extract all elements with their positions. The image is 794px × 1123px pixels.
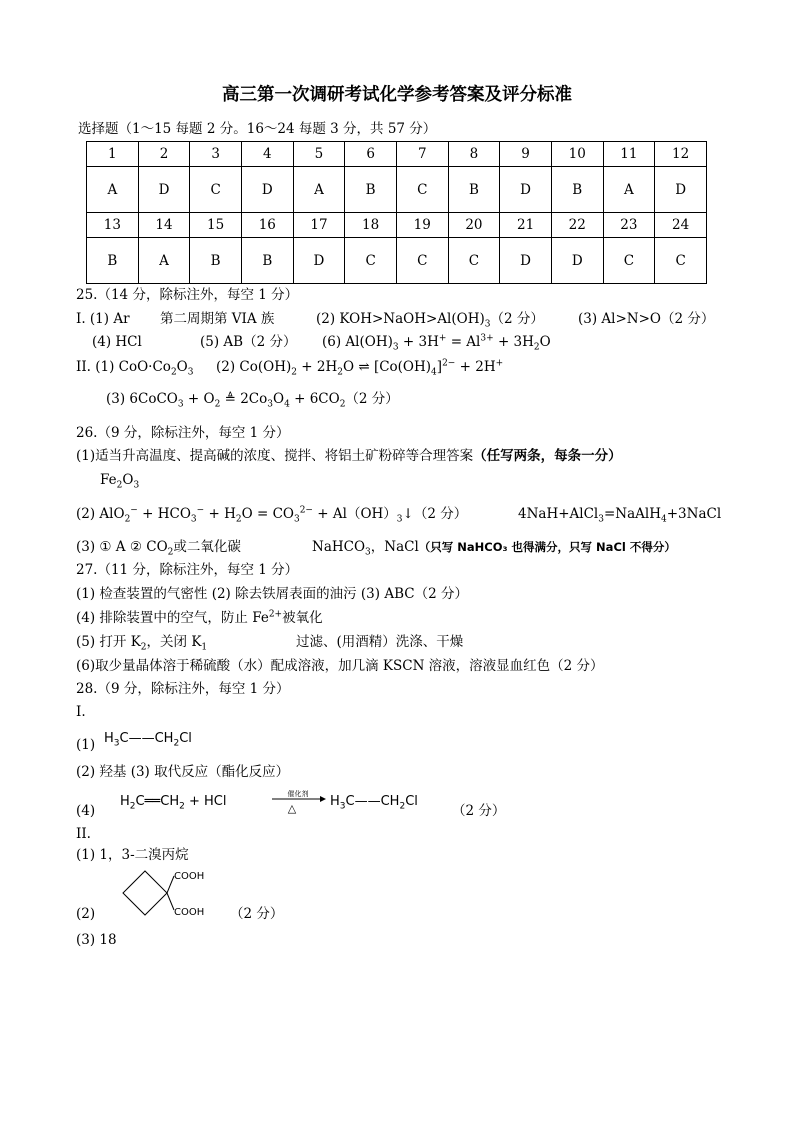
- answer-cell: D: [500, 167, 552, 213]
- question-number-cell: 2: [138, 142, 190, 167]
- q27-4: (6)取少量晶体溶于稀硫酸（水）配成溶液，加几滴 KSCN 溶液，溶液显血红色（2 分）: [76, 658, 604, 674]
- question-number-cell: 8: [448, 142, 500, 167]
- answer-table: [86, 141, 707, 284]
- answer-cell: C: [655, 238, 707, 284]
- answer-cell: B: [190, 238, 242, 284]
- answer-cell: A: [87, 167, 139, 213]
- q25-I-2: (2) $KOH>NaOH>Al(OH)_3(2$ 分）: [316, 311, 544, 330]
- q28-4-score: （2 分）: [452, 803, 506, 819]
- reaction-arrow: [270, 788, 326, 814]
- question-number-cell: 20: [448, 213, 500, 238]
- answer-cell: D: [293, 238, 345, 284]
- answer-cell: C: [190, 167, 242, 213]
- q28-1: (1): [76, 737, 96, 753]
- question-number-cell: 11: [603, 142, 655, 167]
- answer-cell: D: [500, 238, 552, 284]
- answer-cell: B: [87, 238, 139, 284]
- answer-cell: D: [241, 167, 293, 213]
- question-number-cell: 18: [345, 213, 397, 238]
- question-number-cell: 16: [241, 213, 293, 238]
- q27-3b: 过滤、(用酒精）洗涤、干燥: [296, 634, 464, 650]
- answer-cell: A: [293, 167, 345, 213]
- q25-II-3: (3) 6CoCO$_3$ + $O_2$ ≜ $2Co_3O_4 + 6CO_2(2$ 分）: [106, 391, 399, 410]
- question-number-cell: 10: [551, 142, 603, 167]
- q26-header: 26.（9 分，除标注外，每空 1 分）: [76, 425, 290, 441]
- q28-II-2: (2): [76, 906, 96, 922]
- answer-cell: B: [345, 167, 397, 213]
- q26-2b: 4NaH+AlCl$_3$=NaAlH$_4$+3NaCl: [518, 506, 722, 525]
- q25-I-1b: 第二周期第 VIA 族: [160, 311, 275, 327]
- question-number-cell: 14: [138, 213, 190, 238]
- question-number-cell: 5: [293, 142, 345, 167]
- q25-II-2: (2) $Co(OH)_2 + 2H_2O$ ⇌ $[Co(OH)_4]^{2-} + 2H^+$: [216, 358, 504, 378]
- q26-2: (2) $AlO_2^- + HCO_3^- + H_2O = CO_3^{2-}$ + $Al(OH)_3↓(2$ 分）: [76, 505, 468, 525]
- question-number-cell: 9: [500, 142, 552, 167]
- question-number-cell: 22: [551, 213, 603, 238]
- q28-2-3: (2) 羟基 (3) 取代反应（酯化反应）: [76, 764, 290, 780]
- q28-4: (4): [76, 803, 96, 819]
- question-number-cell: 23: [603, 213, 655, 238]
- question-number-cell: 21: [500, 213, 552, 238]
- question-number-cell: 17: [293, 213, 345, 238]
- q28-II-1: (1) 1，3-二溴丙烷: [76, 847, 189, 863]
- answer-cell: C: [396, 167, 448, 213]
- answer-cell: A: [138, 238, 190, 284]
- q25-I-1: I. (1) Ar: [76, 311, 130, 327]
- answer-cell: C: [396, 238, 448, 284]
- q27-header: 27.（11 分，除标注外，每空 1 分）: [76, 562, 299, 578]
- question-number-cell: 7: [396, 142, 448, 167]
- answer-cell: C: [448, 238, 500, 284]
- question-number-cell: 13: [87, 213, 139, 238]
- q25-header: 25.（14 分，除标注外，每空 1 分）: [76, 287, 299, 303]
- question-number-cell: 12: [655, 142, 707, 167]
- q27-3: (5) 打开 $K_2$，关闭 $K_1$: [76, 634, 208, 653]
- answer-cell: D: [655, 167, 707, 213]
- answer-cell: A: [603, 167, 655, 213]
- q28-header: 28.（9 分，除标注外，每空 1 分）: [76, 681, 290, 697]
- reaction-catalyst-label: 催化剂: [287, 790, 309, 798]
- chloroethane-formula: $H_3C——CH_2Cl$: [104, 731, 192, 749]
- question-number-cell: 24: [655, 213, 707, 238]
- question-number-cell: 4: [241, 142, 293, 167]
- q28-I: I.: [76, 704, 86, 720]
- question-number-cell: 3: [190, 142, 242, 167]
- cooh-group-bottom: COOH: [174, 907, 205, 918]
- q27-2: (4) 排除装置中的空气，防止 $Fe^{2+}$被氧化: [76, 609, 323, 626]
- choice-header: 选择题（1～15 每题 2 分。16～24 每题 3 分，共 57 分）: [78, 121, 437, 137]
- answer-cell: B: [551, 167, 603, 213]
- cyclobutane-dicarboxylic-acid-structure: [118, 866, 222, 920]
- question-number-cell: 6: [345, 142, 397, 167]
- answer-cell: C: [345, 238, 397, 284]
- reaction-heat-label: △: [287, 802, 297, 814]
- question-number-cell: 1: [87, 142, 139, 167]
- cooh-group-top: COOH: [174, 871, 205, 882]
- answer-cell: D: [138, 167, 190, 213]
- reaction-product: $H_3C——CH_2Cl$: [330, 794, 418, 812]
- reaction-reactants: $H_2C══CH_2$ + HCl: [120, 794, 227, 812]
- q28-II: II.: [76, 826, 91, 842]
- q26-fe2o3: $Fe_2O_3$: [100, 472, 140, 491]
- question-number-cell: 15: [190, 213, 242, 238]
- q26-1: (1)适当升高温度、提高碱的浓度、搅拌、将铝土矿粉碎等合理答案（任写两条，每条一分）: [76, 448, 622, 464]
- q25-I-4: (4) HCl: [92, 334, 142, 350]
- q25-I-6: (6) $Al(OH)_3 + 3H^+ = Al^{3+} + 3H_2O$: [322, 333, 551, 353]
- q25-I-5: (5) AB（2 分）: [200, 334, 297, 350]
- q25-I-3: (3) Al>N>O（2 分）: [578, 311, 715, 327]
- page-title: 高三第一次调研考试化学参考答案及评分标准: [222, 85, 572, 105]
- q28-II-3: (3) 18: [76, 932, 117, 948]
- q26-3: (3) ① A ② $CO_2$或二氧化碳: [76, 539, 241, 558]
- answer-cell: B: [241, 238, 293, 284]
- q28-II-2-score: （2 分）: [230, 906, 284, 922]
- q26-3b: NaHCO$_3$，NaCl（只写 NaHCO₃ 也得满分，只写 NaCl 不得分）: [312, 539, 676, 558]
- answer-cell: B: [448, 167, 500, 213]
- q27-1: (1) 检查装置的气密性 (2) 除去铁屑表面的油污 (3) ABC（2 分）: [76, 586, 468, 602]
- answer-cell: C: [603, 238, 655, 284]
- question-number-cell: 19: [396, 213, 448, 238]
- q25-II-1: II. (1) $CoO\cdot Co_2O_3$: [76, 359, 194, 378]
- answer-cell: D: [551, 238, 603, 284]
